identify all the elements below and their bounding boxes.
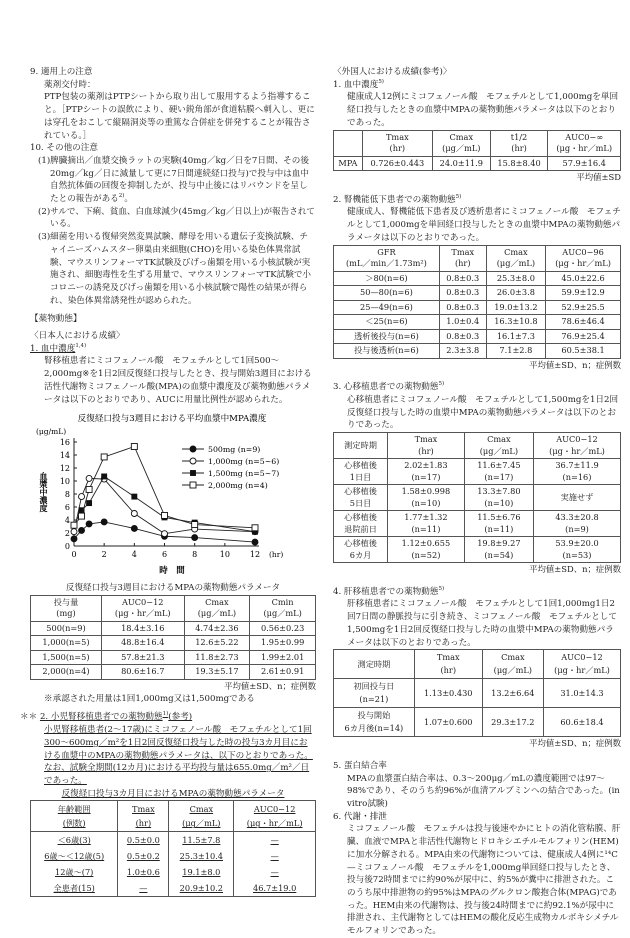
table-cell: 心移植後 6カ月 (334, 537, 388, 563)
data-point (190, 446, 196, 452)
column-header: Cmax (μg／mL) (464, 433, 533, 459)
y-tick-label: 8 (64, 490, 70, 500)
table-cell: 0.8±0.3 (439, 329, 486, 344)
column-header: AUC0−12 (μg・hr／mL) (533, 433, 620, 459)
legend-label: 2,000mg (n=4) (208, 481, 268, 491)
table-cell: 19.8±9.27 (n=54) (464, 537, 533, 563)
title-text: 2. 小児腎移植患者での薬物動態 (39, 712, 163, 723)
table-header-row (334, 245, 621, 271)
y-tick-label: 10 (59, 477, 70, 487)
table-row (334, 344, 621, 359)
table-cell: 投与後透析(n=6) (334, 344, 440, 359)
table-cell: 2.61±0.91 (250, 665, 316, 680)
column-header: 投与量 (mg) (31, 595, 102, 621)
liver-pk-table (333, 649, 621, 737)
table-row (334, 315, 621, 330)
column-header: Tmax (hr) (414, 650, 482, 679)
column-header: Tmax (hr) (439, 245, 486, 271)
table-cell: 19.3±5.17 (184, 665, 250, 680)
data-point (86, 476, 92, 482)
r-section-4-text: 肝移植患者にミコフェノール酸 モフェチルとして1回1,000mg1日2回7日間の静脈投与に引き続き、ミコフェノール酸 モフェチルとして1,500mgを1日2回反復経口投与した時の血漿中MPAの薬物動態パラメータは以下のとおりであった。 (347, 599, 617, 648)
table-cell: 全患者(15) (31, 880, 118, 897)
table-cell: 19.0±13.2 (486, 300, 546, 315)
x-axis-unit: (hr) (269, 550, 284, 560)
data-point (86, 487, 92, 493)
data-point (252, 525, 258, 531)
column-header: 測定時期 (334, 650, 415, 679)
section-10-item-3: (3)細菌を用いる復帰突然変異試験、酵母を用いる遺伝子変換試験、チャイニーズハムスター卵巣由来細胞(CHO)を用いる染色体異常試験、マウスリンフォーマTK試験及びげっ歯類を用いる小核試験が実施され、細胞毒性を生ずる用量で、マウスリンフォーマTK試験で小コロニーの誘発及びげっ歯類を用いる小核試験で陽性の結果が得られ、染色体異常誘発性が認められた。 (38, 232, 312, 306)
legend-label: 500mg (n=9) (208, 445, 261, 455)
table1-caption: 反復経口投与3週目におけるMPAの薬物動態パラメータ (65, 583, 281, 594)
r-section-6-text: ミコフェノール酸 モフェチルは投与後速やかにヒトの消化管粘膜、肝臓、血液でMPAと非活性代謝物ヒドロキシエチルモルフォリン(HEM)に加水分解される。MPA由来の代謝物については、健康成人4例に¹⁴C—ミコフェノール酸 モフェチルを1,000mg単回経口投与したとき、投与後72時間までに約90%が尿中に、約5%が糞中に排泄された。このうち尿中排泄物の約95%はMPAのグルクロン酸抱合体(MPAG)であった。HEM由来の代謝物は、投与後24時間までに約92.1%が尿中に排泄され、主代謝物としてはHEMの酸化反応生成物カルボキシメチルモルフォリンであった。 (347, 824, 621, 937)
table-header-row (31, 801, 316, 832)
data-point (101, 454, 107, 460)
table-cell: 1.13±0.430 (414, 679, 482, 708)
y-axis-unit: (μg/mL) (36, 427, 67, 437)
table-cell: 11.5±7.8 (169, 832, 234, 849)
table-row (334, 156, 621, 171)
jp-section-2-text: 小児腎移植患者(2～17歳)にミコフェノール酸 モフェチルとして1回300～600mg／m²を1日2回反復経口投与した時の投与3カ月目における血漿中のMPAの薬物動態パラメータは、以下のとおりであった。なお、試験全期間(12カ月)における平均投与量は655.0mg／m²／日であった。 (44, 725, 313, 786)
column-header: Cmax (μg／mL) (169, 801, 234, 832)
table-header-row (334, 650, 621, 679)
column-header: GFR (mL／min／1.73m²) (334, 245, 440, 271)
reference: 1) (162, 711, 169, 718)
table-cell: 46.7±19.0 (234, 880, 316, 897)
table-cell: 12歳～(7) (31, 864, 118, 880)
table-header-row (334, 130, 621, 156)
table1-footnote: 平均値±SD、n；症例数 (224, 680, 316, 691)
table-cell: 6歳～＜12歳(5) (31, 848, 118, 864)
table-cell: 0.8±0.3 (439, 300, 486, 315)
table-cell: 15.8±8.40 (490, 156, 548, 171)
x-tick-label: 0 (71, 550, 77, 560)
table-cell: 36.7±11.9 (n=16) (533, 459, 620, 485)
y-tick-label: 0 (64, 542, 70, 552)
table-cell: 26.0±3.8 (486, 286, 546, 301)
r-section-6-title: 6. 代謝・排泄 (333, 811, 387, 822)
jp-section-2-title (20, 711, 316, 724)
column-header: Tmax (hr) (388, 433, 465, 459)
data-point (132, 494, 137, 499)
data-point (192, 522, 198, 528)
table-row (334, 708, 621, 737)
table-cell: 53.9±20.0 (n=53) (533, 537, 620, 563)
table-cell: 1,000(n=5) (31, 636, 102, 651)
table-row (334, 271, 621, 286)
table-row (31, 665, 316, 680)
item-text: (1)脾臓摘出／血漿交換ラットの実験(40mg／kg／日を7日間、その後20mg／kg／日に減量して更に7日間連続経口投与)で投与中は血中自然抗体価の回復を抑制したが、投与中止後にはリバウンドを呈したとの報告がある (38, 155, 309, 205)
table-cell: 25.3±10.4 (169, 848, 234, 864)
data-point (87, 501, 92, 506)
legend-label: 1,000mg (n=5~6) (208, 457, 280, 467)
table2-caption: 反復経口投与3カ月目におけるMPAの薬物動態パラメータ (61, 788, 285, 799)
table-cell: 13.3±7.80 (n=10) (464, 485, 533, 511)
x-axis-label: 時 間 (159, 566, 185, 577)
table-cell: 2.3±3.8 (439, 344, 486, 359)
table-row (31, 864, 316, 880)
data-point (131, 444, 137, 450)
table-cell: 43.3±20.8 (n=9) (533, 511, 620, 537)
r-section-5-title: 5. 蛋白結合率 (333, 760, 387, 771)
section-10-item-1: (1)脾臓摘出／血漿交換ラットの実験(40mg／kg／日を7日間、その後20mg／kg／日に減量して更に7日間連続経口投与)で投与中は血中自然抗体価の回復を抑制したが、投与中止後にはリバウンドを呈したとの報告がある$^{2)}$。 (38, 155, 309, 205)
data-point (190, 458, 196, 464)
column-header: Cmin (μg／mL) (250, 595, 316, 621)
x-tick-label: 6 (161, 550, 168, 560)
column-header: Cmax (μg／mL) (432, 130, 490, 156)
reference: 5) (438, 381, 445, 388)
r-section-5-text: MPAの血漿蛋白結合率は、0.3～200μg／mLの濃度範囲では97～98%であり、そのうち約96%が血清アルブミンへの結合であった。(in vitro試験) (347, 773, 620, 810)
pk-heading: 【薬物動態】 (30, 314, 82, 325)
r-section-1-title (333, 79, 621, 92)
data-point (71, 522, 77, 528)
table-cell: 投与開始 6カ月後(n=14) (334, 708, 415, 737)
table-cell: 25—49(n=6) (334, 300, 440, 315)
reference: 5) (378, 78, 384, 85)
table-cell: MPA (334, 156, 363, 171)
table-cell: 16.1±7.3 (486, 329, 546, 344)
table-row (334, 459, 621, 485)
y-tick-label: 2 (64, 529, 70, 539)
column-header: Tmax (hr) (118, 801, 169, 832)
table-cell: 16.3±10.8 (486, 315, 546, 330)
table-cell: 24.0±11.9 (432, 156, 490, 171)
table-cell: 1.0±0.6 (118, 864, 169, 880)
x-tick-label: 12 (249, 550, 261, 560)
title-text: 3. 心移植患者での薬物動態 (333, 382, 439, 393)
foreign-results (333, 66, 621, 938)
table-cell: 60.5±38.1 (546, 344, 621, 359)
renal-pk-table (333, 245, 621, 359)
table-cell: 0.8±0.3 (439, 286, 486, 301)
table-row (334, 329, 621, 344)
column-header: Cmax (μg／mL) (184, 595, 250, 621)
column-header (334, 130, 363, 156)
table-row (31, 848, 316, 864)
table-row (334, 537, 621, 563)
table-cell: 500(n=9) (31, 621, 102, 636)
jp-section-1-title (30, 343, 316, 356)
rt3-footnote: 平均値±SD、n；症例数 (529, 564, 621, 575)
dose-note: ※承認された用量は1回1,000mg又は1,500mgである (44, 693, 255, 704)
table-row (31, 832, 316, 849)
section-10-item-2: (2)サルで、下痢、貧血、白血球減少(45mg／kg／日以上)が報告されている。 (38, 206, 316, 230)
reference: 5) (438, 585, 445, 592)
column-header: Tmax (hr) (362, 130, 432, 156)
r-section-2-title (333, 194, 621, 207)
table-cell: 31.0±14.3 (543, 679, 620, 708)
data-point (86, 521, 92, 527)
table-row (31, 636, 316, 651)
table-cell: 2,000(n=4) (31, 665, 102, 680)
section-9-subtitle: 薬剤交付時： (44, 79, 96, 90)
table-cell: 1.0±0.4 (439, 315, 486, 330)
table-row (31, 621, 316, 636)
x-tick-label: 4 (131, 550, 137, 560)
table-cell: 1,500(n=5) (31, 650, 102, 665)
table-cell: 心移植後 退院前日 (334, 511, 388, 537)
table-cell: — (118, 880, 169, 897)
table-cell: 11.8±2.73 (184, 650, 250, 665)
data-point (191, 471, 196, 476)
data-point (102, 474, 107, 479)
table-cell: 1.95±0.99 (250, 636, 316, 651)
y-tick-label: 4 (64, 516, 70, 526)
table-cell: 心移植後 1日目 (334, 459, 388, 485)
column-header: 測定時期 (334, 433, 388, 459)
table-cell: 1.99±2.01 (250, 650, 316, 665)
table-cell: 心移植後 5日目 (334, 485, 388, 511)
column-header: AUC0−12 (μg・hr／mL) (234, 801, 316, 832)
table-row (334, 679, 621, 708)
table-cell: 0.8±0.3 (439, 271, 486, 286)
r-section-4-title (333, 586, 621, 599)
table-cell: — (234, 864, 316, 880)
table-cell: 25.3±8.0 (486, 271, 546, 286)
section-10-title: 10. その他の注意 (30, 143, 98, 154)
jp-section-1-text: 腎移植患者にミコフェノール酸 モフェチルとして1回500～2,000mg※を1日2回反復経口投与したとき、投与開始3週目における活性代謝物ミコフェノール酸(MPA)の血漿中濃度及び薬物動態パラメータは以下のとおりであり、AUCに用量比例性が認められた。 (44, 356, 312, 405)
table-cell: 4.74±2.36 (184, 621, 250, 636)
table-cell: 50—80(n=6) (334, 286, 440, 301)
data-point (101, 519, 107, 525)
table-cell: — (234, 848, 316, 864)
y-tick-label: 12 (59, 464, 70, 474)
section-9-title: 9. 適用上の注意 (30, 67, 93, 77)
table-cell: 13.2±6.64 (482, 679, 543, 708)
data-point (71, 529, 77, 535)
data-point (79, 494, 85, 500)
rt2-footnote: 平均値±SD、n；症例数 (529, 359, 621, 370)
title-text: 1. 血中濃度 (30, 343, 76, 354)
table-cell: 19.1±8.0 (169, 864, 234, 880)
table-cell: 78.6±46.4 (546, 315, 621, 330)
table-header-row (334, 433, 621, 459)
table-cell: ＞80(n=6) (334, 271, 440, 286)
table-cell: 透析後投与(n=6) (334, 329, 440, 344)
table-cell: 59.9±12.9 (546, 286, 621, 301)
table-cell: 12.6±5.22 (184, 636, 250, 651)
column-header: AUC0−12 (μg・hr／mL) (543, 650, 620, 679)
y-tick-label: 16 (59, 438, 70, 448)
table-cell: 0.5±0.0 (118, 832, 169, 849)
table-cell: 0.56±0.23 (250, 621, 316, 636)
foreign-pk-table (333, 130, 621, 172)
table-cell: 1.77±1.32 (n=11) (388, 511, 465, 537)
table-cell: 1.58±0.998 (n=10) (388, 485, 465, 511)
r-section-2-text: 健康成人、腎機能低下患者及び透析患者にミコフェノール酸 モフェチルとして1,000mgを単回経口投与したときの血漿中MPAの薬物動態パラメータは以下のとおりであった。 (347, 207, 621, 243)
table-row (334, 511, 621, 537)
table1 (30, 595, 316, 680)
column-header: t1/2 (hr) (490, 130, 548, 156)
data-point (131, 526, 137, 532)
column-header: AUC0−12 (μg・hr／mL) (101, 595, 184, 621)
table-cell: 48.8±16.4 (101, 636, 184, 651)
table-cell: 初回投与日 (n=21) (334, 679, 415, 708)
chart-title: 反復経口投与3週目における平均血漿中MPA濃度 (77, 414, 267, 425)
data-point (131, 511, 137, 517)
section-9-text: PTP包装の薬剤はPTPシートから取り出して服用するよう指導すること。［PTPシートの誤飲により、硬い鋭角部が食道粘膜へ刺入し、更には穿孔をおこして縦隔洞炎等の重篤な合併症を併発することが報告されている。］ (44, 92, 315, 141)
plasma-concentration-chart (32, 412, 312, 580)
data-point (79, 528, 85, 534)
table-cell: ＜25(n=6) (334, 315, 440, 330)
table-cell: 実施せず (533, 485, 620, 511)
title-text: 1. 血中濃度 (333, 79, 379, 90)
column-header: 年齢範囲 (例数) (31, 801, 118, 832)
table-cell: 11.6±7.45 (n=17) (464, 459, 533, 485)
data-point (162, 531, 168, 537)
table-cell: — (234, 832, 316, 849)
data-point (162, 513, 168, 519)
table-row (334, 300, 621, 315)
data-point (252, 539, 258, 545)
r-section-3-title (333, 381, 621, 394)
table-cell: 1.12±0.655 (n=52) (388, 537, 465, 563)
table-cell: 76.9±25.4 (546, 329, 621, 344)
y-tick-label: 6 (64, 503, 70, 513)
column-header: AUC0−96 (μg・hr／mL) (546, 245, 621, 271)
table-cell: 18.4±3.16 (101, 621, 184, 636)
table-cell: 80.6±16.7 (101, 665, 184, 680)
heart-pk-table (333, 432, 621, 563)
reference: 1,4) (75, 342, 87, 349)
x-tick-label: 10 (219, 550, 230, 560)
table2 (30, 800, 316, 897)
foreign-results-heading: 〈外国人における成績(参考)〉 (333, 67, 452, 77)
data-point (192, 535, 198, 541)
column-header: Cmax (μg／mL) (482, 650, 543, 679)
data-point (190, 482, 196, 488)
y-axis-label: 血漿中濃度 (39, 472, 49, 513)
table-cell: 52.9±25.5 (546, 300, 621, 315)
x-tick-label: 8 (192, 550, 198, 560)
rt4-footnote: 平均値±SD、n；症例数 (529, 738, 621, 749)
table-cell: 7.1±2.8 (486, 344, 546, 359)
table-cell: 45.0±22.6 (546, 271, 621, 286)
revision-mark: ＊＊ (20, 712, 38, 723)
table-cell: ＜6歳(3) (31, 832, 118, 849)
table-cell: 0.726±0.443 (362, 156, 432, 171)
table-cell: 29.3±17.2 (482, 708, 543, 737)
table-cell: 57.8±21.3 (101, 650, 184, 665)
rt1-footnote: 平均値±SD (576, 172, 621, 183)
reference: 2) (118, 193, 125, 200)
column-header: AUC0−∞ (μg・hr／mL) (548, 130, 621, 156)
data-point (71, 536, 77, 542)
table-cell: 57.9±16.4 (548, 156, 621, 171)
legend-label: 1,500mg (n=5~7) (208, 469, 280, 479)
r-section-3-text: 心移植患者にミコフェノール酸 モフェチルとして1,500mgを1日2回反復経口投与した時の血漿中MPAの薬物動態パラメータは以下のとおりであった。 (347, 394, 619, 431)
reference: 5) (455, 193, 462, 200)
table-row (31, 650, 316, 665)
column-header: Cmax (μg／mL) (486, 245, 546, 271)
r-section-1-text: 健康成人12例にミコフェノール酸 モフェチルとして1,000mgを単回経口投与したときの血漿中MPAの薬物動態パラメータは以下のとおりであった。 (347, 92, 619, 128)
table-cell: 1.07±0.600 (414, 708, 482, 737)
title-suffix: (参考) (168, 712, 193, 723)
table-cell: 20.9±10.2 (169, 880, 234, 897)
x-tick-label: 2 (101, 550, 107, 560)
table-row (31, 880, 316, 897)
table-cell: 60.6±18.4 (543, 708, 620, 737)
table-cell: 2.02±1.83 (n=17) (388, 459, 465, 485)
table-header-row (31, 595, 316, 621)
japanese-results-heading: 〈日本人における成績〉 (30, 331, 125, 342)
table-cell: 11.5±6.76 (n=11) (464, 511, 533, 537)
left-column (20, 66, 316, 897)
title-text: 4. 肝移植患者での薬物動態 (333, 586, 439, 597)
table-row (334, 286, 621, 301)
data-point (79, 513, 85, 519)
table-row (334, 485, 621, 511)
y-tick-label: 14 (59, 451, 70, 461)
table-cell: 0.5±0.2 (118, 848, 169, 864)
title-text: 2. 腎機能低下患者での薬物動態 (333, 194, 456, 205)
